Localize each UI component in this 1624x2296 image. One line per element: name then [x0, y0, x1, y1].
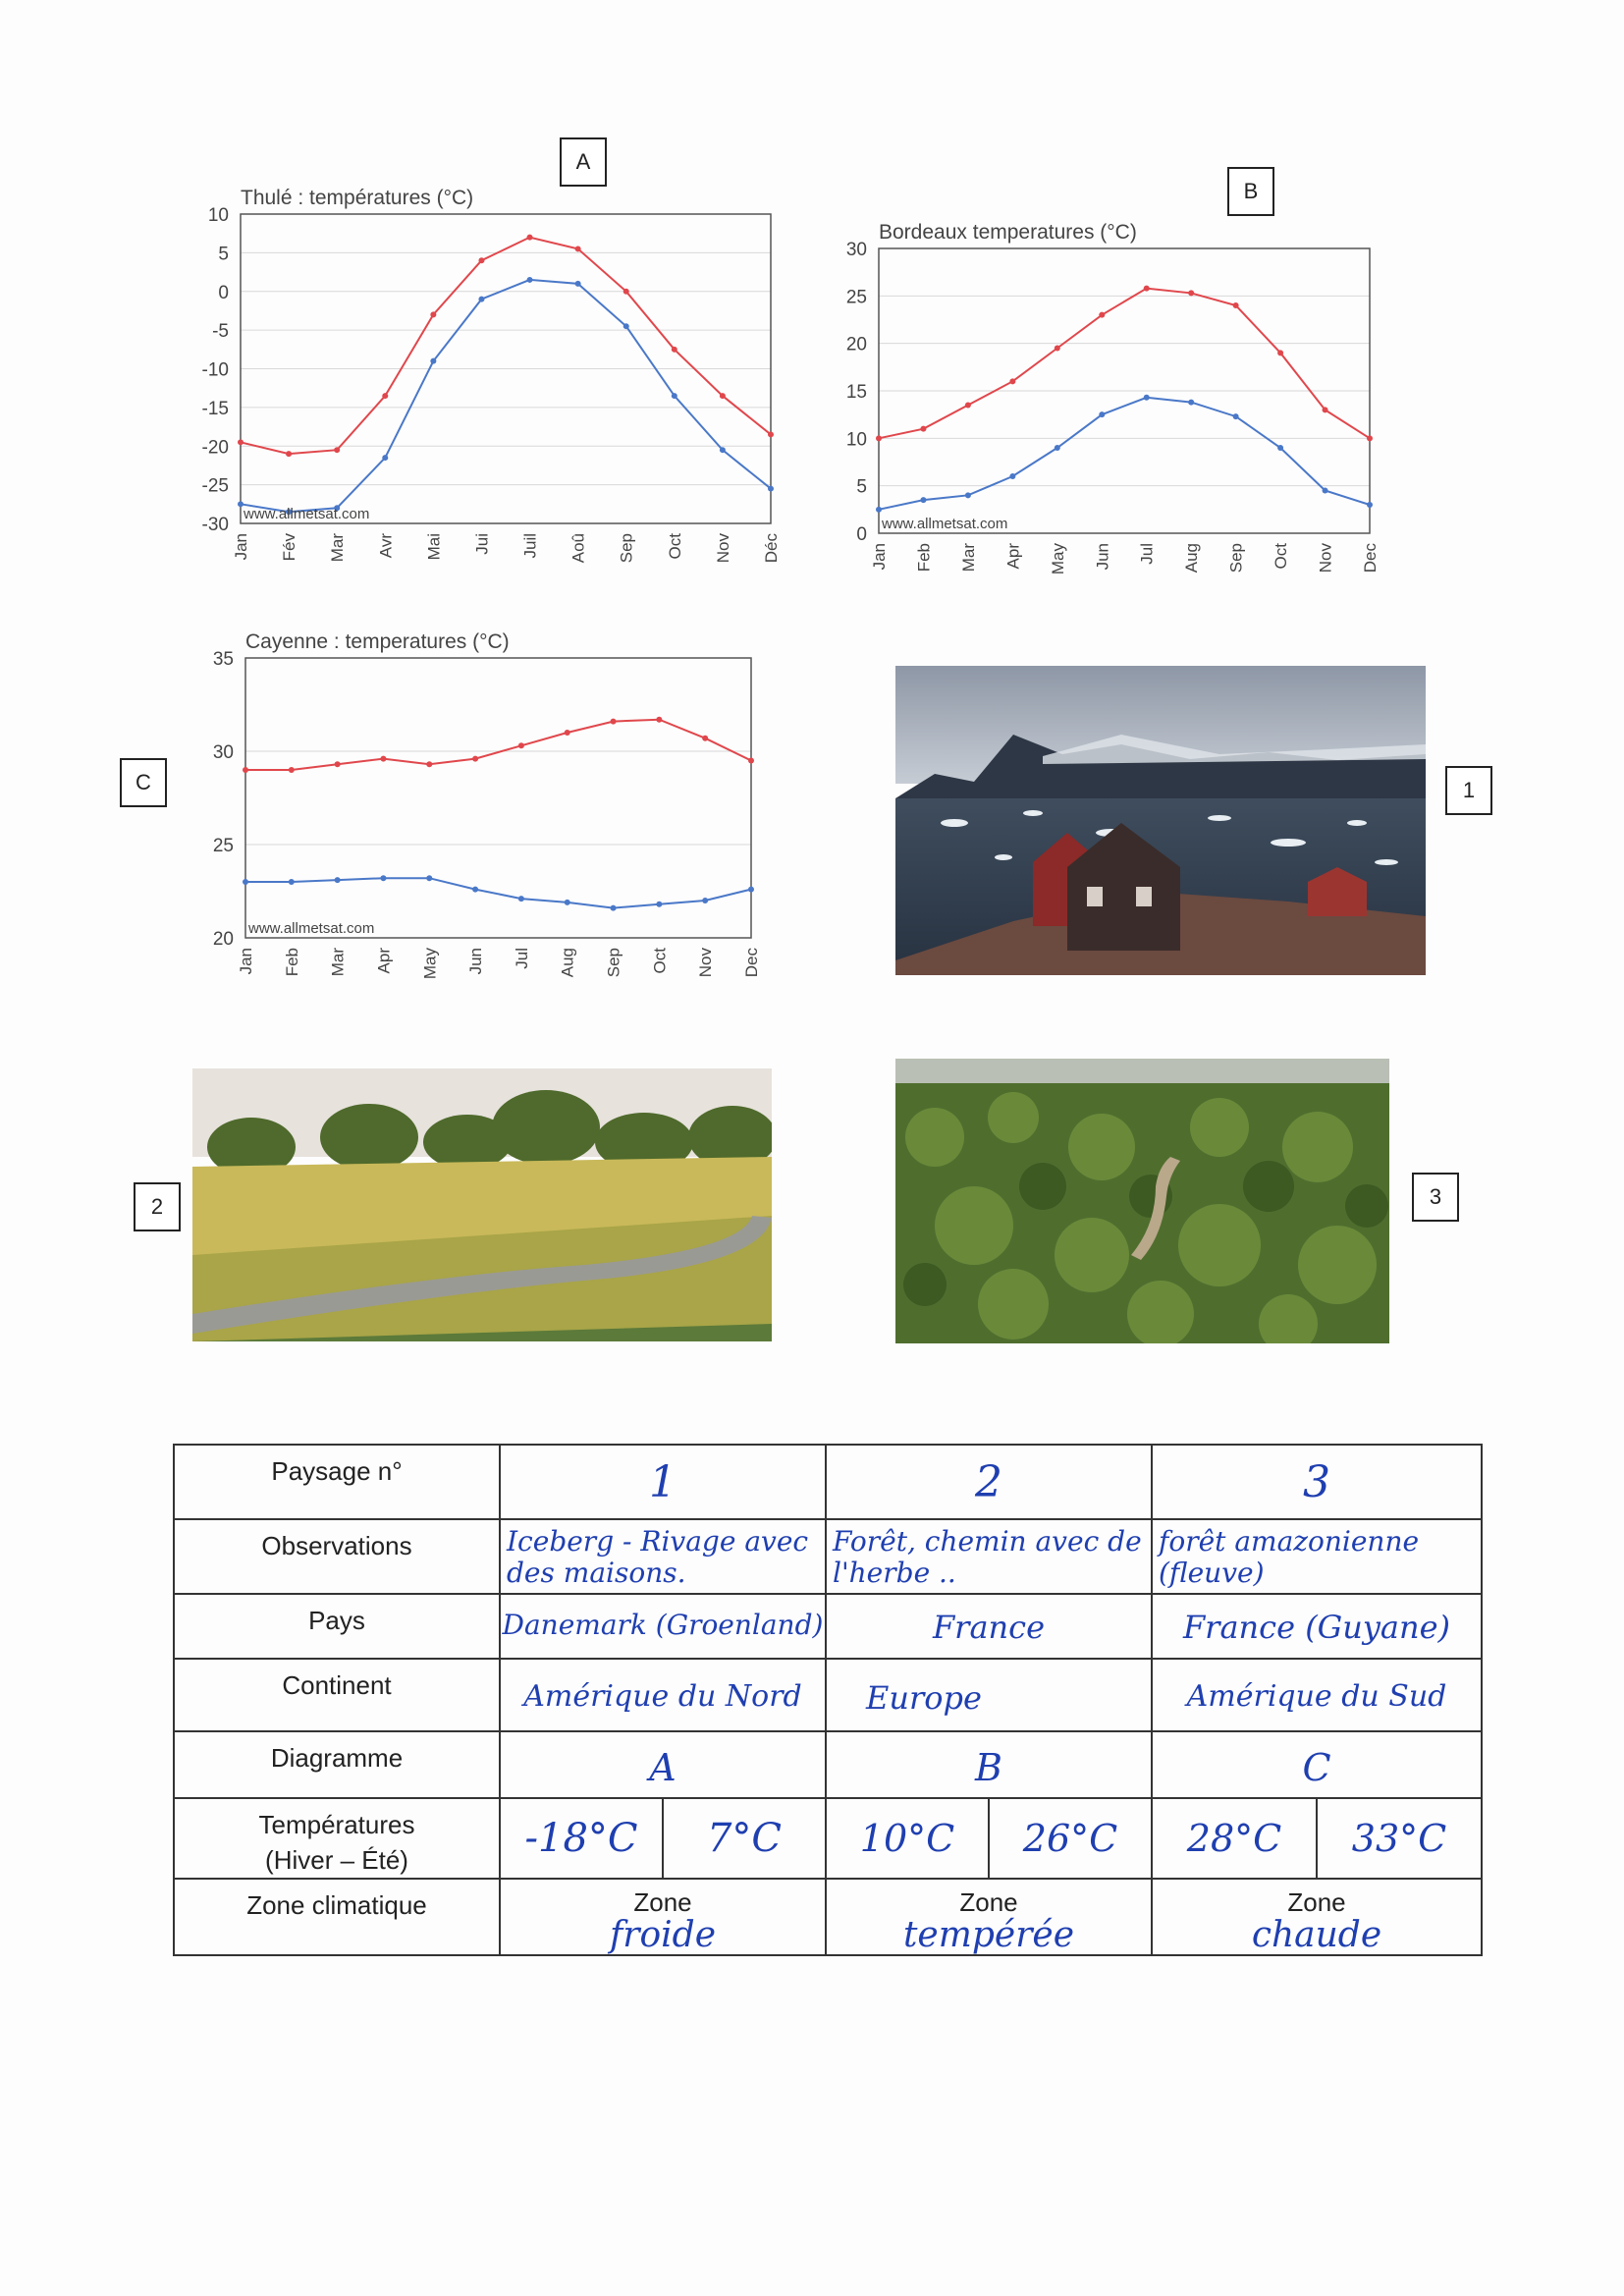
data-point-max [611, 719, 617, 725]
photo-amazon-forest [895, 1059, 1389, 1343]
handwritten-pays-2: France [932, 1609, 1046, 1646]
y-tick-label: 0 [218, 282, 229, 303]
handwritten-paysage-2: 2 [975, 1457, 1002, 1507]
cell-paysage-2 [826, 1445, 1152, 1519]
data-point-min [748, 887, 754, 893]
row-label-temperatures [174, 1798, 500, 1879]
x-tick-label: Sep [604, 948, 623, 978]
y-tick-label: 30 [845, 240, 867, 260]
data-point-min [1099, 411, 1105, 417]
handwritten-observations-3: forêt amazonienne (fleuve) [1159, 1525, 1420, 1589]
y-tick-label: -5 [212, 321, 229, 343]
chart-title: Cayenne : temperatures (°C) [245, 630, 510, 653]
x-tick-label: Jul [1137, 543, 1157, 565]
handwritten-zone-2: tempérée [902, 1915, 1075, 1955]
y-tick-label: 0 [856, 524, 867, 545]
cell-diagramme-3 [1152, 1731, 1482, 1798]
data-point-max [286, 451, 292, 457]
handwritten-ete-3: 33°C [1351, 1817, 1447, 1860]
x-tick-label: Mar [328, 533, 348, 563]
y-tick-label: 5 [218, 244, 229, 265]
y-tick-label: -25 [201, 475, 229, 497]
data-point-max [518, 742, 524, 748]
y-tick-label: -30 [201, 515, 229, 535]
cell-pays-3 [1152, 1594, 1482, 1659]
x-tick-label: Oct [665, 533, 684, 560]
x-tick-label: Déc [762, 533, 781, 564]
data-point-min [426, 875, 432, 881]
cell-temperatures-3 [1152, 1798, 1482, 1879]
data-point-max [748, 758, 754, 764]
cell-observations-1 [500, 1519, 826, 1594]
data-point-max [380, 756, 386, 762]
data-point-max [565, 730, 570, 736]
x-tick-label: Nov [1316, 543, 1335, 574]
handwritten-paysage-3: 3 [1303, 1457, 1330, 1507]
y-tick-label: 35 [212, 649, 234, 670]
data-point-max [527, 235, 533, 241]
y-tick-label: 30 [212, 742, 234, 763]
x-tick-label: Apr [374, 948, 394, 974]
x-tick-label: Jun [1093, 543, 1112, 571]
x-tick-label: Sep [1226, 543, 1246, 574]
x-tick-label: Juil [520, 533, 540, 559]
data-point-min [575, 281, 581, 287]
data-point-min [335, 877, 341, 883]
x-tick-label: Jan [232, 533, 250, 561]
data-point-min [382, 455, 388, 461]
y-tick-label: 5 [856, 476, 867, 498]
row-diagramme [174, 1731, 1482, 1798]
series-line-min [241, 280, 771, 512]
x-tick-label: Aug [558, 948, 577, 978]
data-point-max [1188, 290, 1194, 296]
label-photo-1: 1 [1445, 766, 1492, 815]
cell-diagramme-1 [500, 1731, 826, 1798]
x-tick-label: Mai [424, 533, 444, 561]
cell-continent-1 [500, 1659, 826, 1731]
x-tick-label: Jan [870, 543, 889, 571]
cell-observations-2 [826, 1519, 1152, 1594]
handwritten-diagramme-1: A [649, 1746, 677, 1789]
data-point-max [289, 767, 295, 773]
x-tick-label: Mar [328, 948, 348, 977]
data-point-min [1277, 445, 1283, 451]
data-point-min [768, 486, 774, 492]
cell-continent-3 [1152, 1659, 1482, 1731]
data-point-min [430, 358, 436, 364]
series-line-max [241, 238, 771, 455]
chart-cayenne [187, 619, 766, 987]
y-tick-label: -15 [201, 398, 229, 419]
data-point-max [426, 761, 432, 767]
row-temperatures [174, 1798, 1482, 1879]
row-label-pays: Pays [174, 1594, 500, 1659]
y-tick-label: 10 [845, 429, 867, 451]
data-point-max [478, 257, 484, 263]
label-photo-3: 3 [1412, 1173, 1459, 1222]
chart-title: Bordeaux temperatures (°C) [879, 221, 1137, 244]
series-line-min [245, 878, 751, 907]
chart-thule-svg [187, 177, 795, 589]
data-point-max [965, 403, 971, 409]
data-point-max [1233, 302, 1239, 308]
photo-greenland-houses [895, 666, 1426, 975]
x-tick-label: Avr [376, 533, 396, 559]
data-point-max [656, 717, 662, 723]
cell-zone-3 [1152, 1879, 1482, 1955]
cell-paysage-3 [1152, 1445, 1482, 1519]
data-point-min [1055, 445, 1060, 451]
handwritten-continent-1: Amérique du Nord [523, 1679, 802, 1714]
handwritten-pays-1: Danemark (Groenland) [502, 1609, 824, 1641]
data-point-min [1323, 488, 1328, 494]
data-point-max [672, 347, 677, 353]
y-tick-label: -10 [201, 359, 229, 381]
data-point-max [720, 393, 726, 399]
data-point-max [430, 311, 436, 317]
label-photo-2: 2 [134, 1182, 181, 1231]
data-point-min [702, 898, 708, 903]
y-tick-label: 20 [845, 334, 867, 355]
handwritten-ete-2: 26°C [1022, 1817, 1118, 1860]
row-label-diagramme: Diagramme [174, 1731, 500, 1798]
chart-thule [187, 177, 795, 594]
data-point-max [1323, 407, 1328, 412]
data-point-max [238, 439, 244, 445]
data-point-max [243, 767, 248, 773]
x-tick-label: Aug [1182, 543, 1202, 574]
chart-cayenne-svg [187, 619, 766, 982]
label-chart-c: C [120, 758, 167, 807]
data-point-max [1055, 346, 1060, 352]
data-point-min [472, 887, 478, 893]
y-tick-label: 15 [845, 382, 867, 403]
handwritten-diagramme-3: C [1302, 1746, 1331, 1789]
chart-bordeaux-svg [825, 211, 1414, 584]
data-point-max [623, 289, 629, 295]
x-tick-label: Mar [958, 543, 978, 573]
data-point-min [289, 879, 295, 885]
row-observations [174, 1519, 1482, 1594]
data-point-min [876, 507, 882, 513]
handwritten-continent-2: Europe [866, 1679, 982, 1717]
row-label-temperatures-line2: (Hiver – Été) [265, 1845, 408, 1875]
data-point-max [335, 761, 341, 767]
data-point-max [1144, 286, 1150, 292]
data-point-min [965, 492, 971, 498]
handwritten-paysage-1: 1 [649, 1457, 677, 1507]
x-tick-label: Nov [696, 948, 716, 978]
data-point-min [720, 447, 726, 453]
data-point-max [1009, 378, 1015, 384]
x-tick-label: Sep [617, 533, 636, 564]
row-continent [174, 1659, 1482, 1731]
summary-table [173, 1444, 1483, 1956]
x-tick-label: Jui [472, 533, 492, 555]
y-tick-label: 10 [207, 205, 229, 226]
row-label-continent: Continent [174, 1659, 500, 1731]
x-tick-label: Aoû [568, 533, 588, 564]
data-point-min [611, 905, 617, 911]
data-point-min [1367, 502, 1373, 508]
data-point-max [382, 393, 388, 399]
watermark-text: www.allmetsat.com [244, 506, 370, 522]
chart-bordeaux [825, 211, 1414, 589]
data-point-min [527, 277, 533, 283]
zone-print-1: Zone [633, 1887, 692, 1917]
cell-temperatures-1 [500, 1798, 826, 1879]
y-tick-label: 25 [212, 836, 234, 856]
data-point-min [565, 900, 570, 905]
data-point-min [380, 875, 386, 881]
y-tick-label: 25 [845, 287, 867, 308]
x-tick-label: Dec [1361, 543, 1380, 574]
x-tick-label: Jul [512, 948, 531, 969]
data-point-max [472, 756, 478, 762]
label-chart-a: A [560, 137, 607, 187]
series-line-max [245, 720, 751, 770]
y-tick-label: -20 [201, 437, 229, 459]
row-label-temperatures-line1: Températures [258, 1810, 415, 1839]
row-zone [174, 1879, 1482, 1955]
x-tick-label: Nov [713, 533, 732, 564]
x-tick-label: Apr [1003, 543, 1023, 570]
cell-pays-1 [500, 1594, 826, 1659]
watermark-text: www.allmetsat.com [248, 920, 375, 937]
row-pays [174, 1594, 1482, 1659]
data-point-min [478, 297, 484, 302]
cell-zone-1 [500, 1879, 826, 1955]
data-point-max [1367, 435, 1373, 441]
cell-temperatures-2 [826, 1798, 1152, 1879]
x-tick-label: Jan [237, 948, 255, 975]
handwritten-ete-1: 7°C [706, 1816, 783, 1861]
data-point-max [920, 426, 926, 432]
x-tick-label: Feb [914, 543, 934, 573]
cell-diagramme-2 [826, 1731, 1152, 1798]
data-point-max [1099, 312, 1105, 318]
label-chart-b: B [1227, 167, 1274, 216]
cell-zone-2 [826, 1879, 1152, 1955]
x-tick-label: Feb [282, 948, 301, 977]
handwritten-observations-1: Iceberg - Rivage avec des maisons. [507, 1525, 809, 1589]
data-point-min [1009, 473, 1015, 479]
data-point-min [1188, 400, 1194, 406]
zone-print-3: Zone [1287, 1887, 1346, 1917]
data-point-max [876, 435, 882, 441]
data-point-min [1233, 413, 1239, 419]
x-tick-label: May [1048, 543, 1067, 575]
row-label-paysage: Paysage n° [174, 1445, 500, 1519]
data-point-min [1144, 395, 1150, 401]
data-point-max [575, 246, 581, 251]
handwritten-hiver-1: -18°C [501, 1799, 664, 1878]
data-point-max [768, 431, 774, 437]
handwritten-zone-3: chaude [1251, 1915, 1382, 1955]
data-point-min [672, 393, 677, 399]
data-point-min [243, 879, 248, 885]
watermark-text: www.allmetsat.com [882, 516, 1008, 532]
cell-continent-2 [826, 1659, 1152, 1731]
data-point-min [518, 896, 524, 902]
x-tick-label: Fév [280, 533, 299, 562]
row-label-zone: Zone climatique [174, 1879, 500, 1955]
handwritten-pays-3: France (Guyane) [1182, 1609, 1451, 1646]
x-tick-label: Dec [742, 948, 761, 978]
x-tick-label: Oct [650, 948, 670, 974]
handwritten-observations-2: Forêt, chemin avec de l'herbe .. [833, 1525, 1142, 1589]
x-tick-label: May [420, 948, 440, 980]
data-point-min [920, 497, 926, 503]
plot-frame [245, 658, 751, 938]
data-point-max [702, 736, 708, 741]
handwritten-hiver-2: 10°C [827, 1799, 990, 1878]
data-point-min [656, 902, 662, 907]
row-paysage [174, 1445, 1482, 1519]
cell-pays-2 [826, 1594, 1152, 1659]
handwritten-continent-3: Amérique du Sud [1186, 1679, 1447, 1714]
data-point-min [623, 323, 629, 329]
x-tick-label: Jun [466, 948, 486, 975]
x-tick-label: Oct [1272, 543, 1291, 570]
cell-observations-3 [1152, 1519, 1482, 1594]
cell-paysage-1 [500, 1445, 826, 1519]
series-line-max [879, 289, 1370, 439]
y-tick-label: 20 [212, 929, 234, 950]
zone-print-2: Zone [959, 1887, 1018, 1917]
handwritten-zone-1: froide [609, 1915, 717, 1955]
handwritten-diagramme-2: B [975, 1746, 1002, 1789]
chart-title: Thulé : températures (°C) [241, 187, 474, 209]
handwritten-hiver-3: 28°C [1153, 1799, 1318, 1878]
row-label-observations: Observations [174, 1519, 500, 1594]
photo-park-path [192, 1068, 772, 1341]
data-point-max [334, 447, 340, 453]
data-point-max [1277, 350, 1283, 355]
